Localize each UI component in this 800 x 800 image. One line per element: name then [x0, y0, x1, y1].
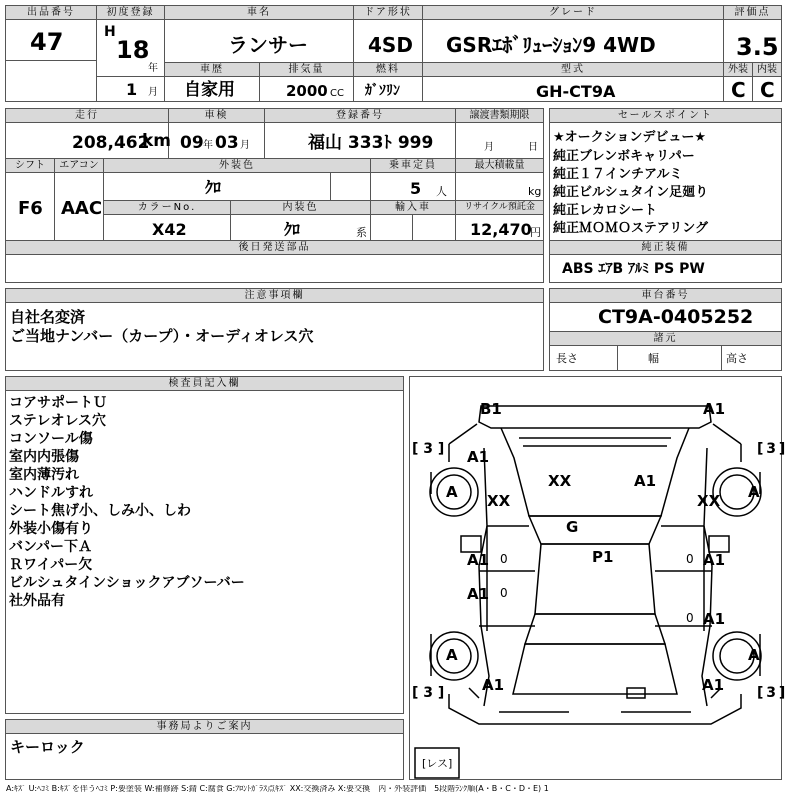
- transfer-day: 日: [528, 142, 538, 153]
- first-reg-header: 初度登録: [97, 6, 164, 20]
- mark-front-bumper-left: B1: [480, 400, 502, 418]
- mark-zero: 0: [686, 611, 694, 625]
- import-header: 輸入車: [371, 201, 455, 215]
- insp-month-unit: 月: [240, 140, 250, 151]
- mark-fl-wheel: A: [446, 483, 458, 501]
- int-grade-header: 内装: [753, 63, 781, 77]
- tread-rear-right: [ 3 ]: [757, 685, 785, 701]
- mark-rr-wheel: A: [748, 646, 760, 664]
- reg-month-unit: 月: [148, 87, 158, 98]
- inspector-line: 外装小傷有り: [9, 521, 93, 537]
- inspector-line: バンパー下Ａ: [9, 539, 93, 555]
- dims-width: 幅: [648, 352, 659, 365]
- office-header: 事務局よりご案内: [6, 720, 403, 734]
- lot-no-header: 出品番号: [6, 6, 96, 20]
- sales-point: 純正ビルシュタイン足廻り: [553, 185, 709, 200]
- mileage-unit: km: [142, 131, 172, 151]
- insp-year-unit: 年: [203, 140, 213, 151]
- door-type: 4SD: [368, 33, 413, 57]
- mark-hood-xx: XX: [548, 472, 572, 490]
- int-color: ｸﾛ: [284, 220, 301, 239]
- score: 3.5: [736, 33, 779, 61]
- ext-color-header: 外装色: [104, 159, 370, 173]
- mark-zero: 0: [500, 586, 508, 600]
- reg-era: H: [104, 24, 116, 40]
- tread-front-left: [ 3 ]: [412, 441, 445, 457]
- mark-right-front-door: A1: [703, 551, 726, 569]
- door-header: ドア形状: [354, 6, 422, 20]
- sales-point: 純正１７インチアルミ: [553, 167, 683, 182]
- insp-year: 09: [180, 133, 204, 153]
- color-no-header: カラーNo.: [104, 201, 230, 215]
- sales-point: 純正ブレンボキャリパー: [553, 149, 695, 164]
- inspector-line: ビルシュタインショックアブソーバー: [9, 575, 245, 591]
- mark-rear-bumper-right: A1: [702, 676, 725, 694]
- dims-length: 長さ: [556, 352, 578, 365]
- ext-color: ｸﾛ: [205, 178, 222, 197]
- note-line: ご当地ナンバー（カープ）・オーディオレス穴: [10, 327, 314, 345]
- inspector-lines: [9, 394, 245, 610]
- recycle-header: リサイクル預託金: [456, 201, 543, 215]
- chassis-header: 車台番号: [550, 289, 781, 303]
- history-header: 車歴: [165, 63, 259, 77]
- displacement-header: 排気量: [260, 63, 353, 77]
- max-load-unit: kg: [528, 185, 542, 198]
- equipment-list: ABS ｴｱB ｱﾙﾐ PS PW: [562, 261, 705, 277]
- lot-no: 47: [30, 28, 64, 56]
- model: GH-CT9A: [536, 82, 616, 101]
- inspector-line: 室内薄汚れ: [9, 467, 79, 483]
- mark-zero: 0: [500, 552, 508, 566]
- inspector-line: シート焦げ小、しみ小、しわ: [9, 503, 191, 519]
- dims-height: 高さ: [726, 352, 748, 365]
- aircon-header: エアコン: [55, 159, 103, 173]
- spare-tire-label: [レス]: [422, 757, 453, 770]
- max-load-header: 最大積載量: [456, 159, 543, 173]
- score-header: 評価点: [724, 6, 781, 20]
- mark-windshield: G: [566, 518, 579, 536]
- reg-year: 18: [116, 36, 150, 64]
- model-header: 型式: [423, 63, 723, 77]
- sales-point: 純正レカロシート: [553, 203, 658, 218]
- inspection-header: 車検: [169, 109, 264, 123]
- mark-left-rear-door: A1: [467, 585, 490, 603]
- mark-roof: P1: [592, 548, 614, 566]
- office-text: キーロック: [10, 738, 85, 756]
- equipment-header: 純正装備: [550, 241, 781, 255]
- transfer-month: 月: [484, 142, 494, 153]
- mark-left-front-door: A1: [467, 551, 490, 569]
- tread-rear-left: [ 3 ]: [412, 685, 445, 701]
- car-name: ランサー: [228, 33, 308, 57]
- transfer-header: 譲渡書類期限: [456, 109, 543, 123]
- mark-front-bumper-right: A1: [703, 400, 726, 418]
- legend: A:ｷｽﾞ U:ﾍｺﾐ B:ｷｽﾞを伴うﾍｺﾐ P:要塗装 W:補修跡 S:錆 C:腐食 G:ﾌﾛﾝﾄｶﾞﾗｽ点ｷｽﾞ XX:交換済み X:要交換 内・外装評価 5段階ﾗﾝｸ順(A・B・C・D・E) 1: [6, 785, 549, 793]
- insp-month: 03: [215, 133, 239, 153]
- inspector-line: ハンドルすれ: [9, 485, 93, 501]
- inspector-header: 検査員記入欄: [6, 377, 403, 391]
- int-color-header: 内装色: [231, 201, 370, 215]
- int-grade: C: [760, 78, 775, 102]
- mark-right-fender-xx: XX: [697, 492, 721, 510]
- mileage: 208,462: [72, 133, 150, 153]
- reg-year-unit: 年: [148, 63, 158, 74]
- aircon: AAC: [61, 198, 103, 219]
- car-name-header: 車名: [165, 6, 353, 20]
- displacement: 2000: [286, 82, 328, 100]
- fuel: ｶﾞｿﾘﾝ: [365, 83, 400, 99]
- car-body-diagram: [409, 376, 785, 780]
- mark-zero: 0: [686, 552, 694, 566]
- mark-rl-wheel: A: [446, 646, 458, 664]
- shift-header: シフト: [6, 159, 54, 173]
- mark-hood-a1: A1: [634, 472, 657, 490]
- capacity: 5: [410, 179, 422, 198]
- color-no: X42: [152, 220, 187, 239]
- mark-front-fender-left: A1: [467, 448, 490, 466]
- capacity-header: 乗車定員: [371, 159, 455, 173]
- ext-grade-header: 外装: [724, 63, 752, 77]
- fuel-header: 燃料: [354, 63, 422, 77]
- grade: GSRｴﾎﾞﾘｭｰｼｮﾝ9 4WD: [446, 33, 656, 57]
- capacity-unit: 人: [436, 185, 447, 198]
- sales-point: ★オークションデビュー★: [553, 130, 707, 145]
- reg-month: 1: [126, 80, 138, 99]
- notes-header: 注意事項欄: [6, 289, 543, 303]
- inspector-line: ステレオレス穴: [9, 413, 107, 429]
- history: 自家用: [184, 80, 235, 100]
- inspector-line: 社外品有: [9, 593, 65, 609]
- inspector-line: コンソール傷: [9, 431, 93, 447]
- chassis-no: CT9A-0405252: [598, 306, 754, 328]
- mark-rear-bumper-left: A1: [482, 676, 505, 694]
- later-parts-header: 後日発送部品: [6, 241, 543, 255]
- mark-fr-wheel: A: [748, 483, 760, 501]
- displacement-unit: CC: [330, 88, 344, 99]
- inspector-line: 室内内張傷: [9, 449, 79, 465]
- inspector-line: Ｒワイパー欠: [9, 557, 93, 573]
- inspector-line: コアサポートＵ: [9, 395, 107, 411]
- note-line: 自社名変済: [10, 308, 86, 326]
- tread-front-right: [ 3 ]: [757, 441, 785, 457]
- ext-grade: C: [731, 78, 746, 102]
- reg-no: 福山 333ﾄ 999: [308, 133, 434, 153]
- sales-point: 純正ＭＯＭＯステアリング: [553, 221, 708, 236]
- recycle-unit: 円: [530, 226, 541, 239]
- mark-right-rear-door: A1: [703, 610, 726, 628]
- int-color-suffix: 系: [356, 226, 367, 239]
- mileage-header: 走行: [6, 109, 168, 123]
- shift: F6: [18, 198, 43, 219]
- reg-no-header: 登録番号: [265, 109, 455, 123]
- dims-header: 諸元: [550, 332, 781, 346]
- sales-points-header: セールスポイント: [550, 109, 781, 123]
- recycle: 12,470: [470, 220, 532, 239]
- grade-header: グレード: [423, 6, 723, 20]
- mark-left-fender-xx: XX: [487, 492, 511, 510]
